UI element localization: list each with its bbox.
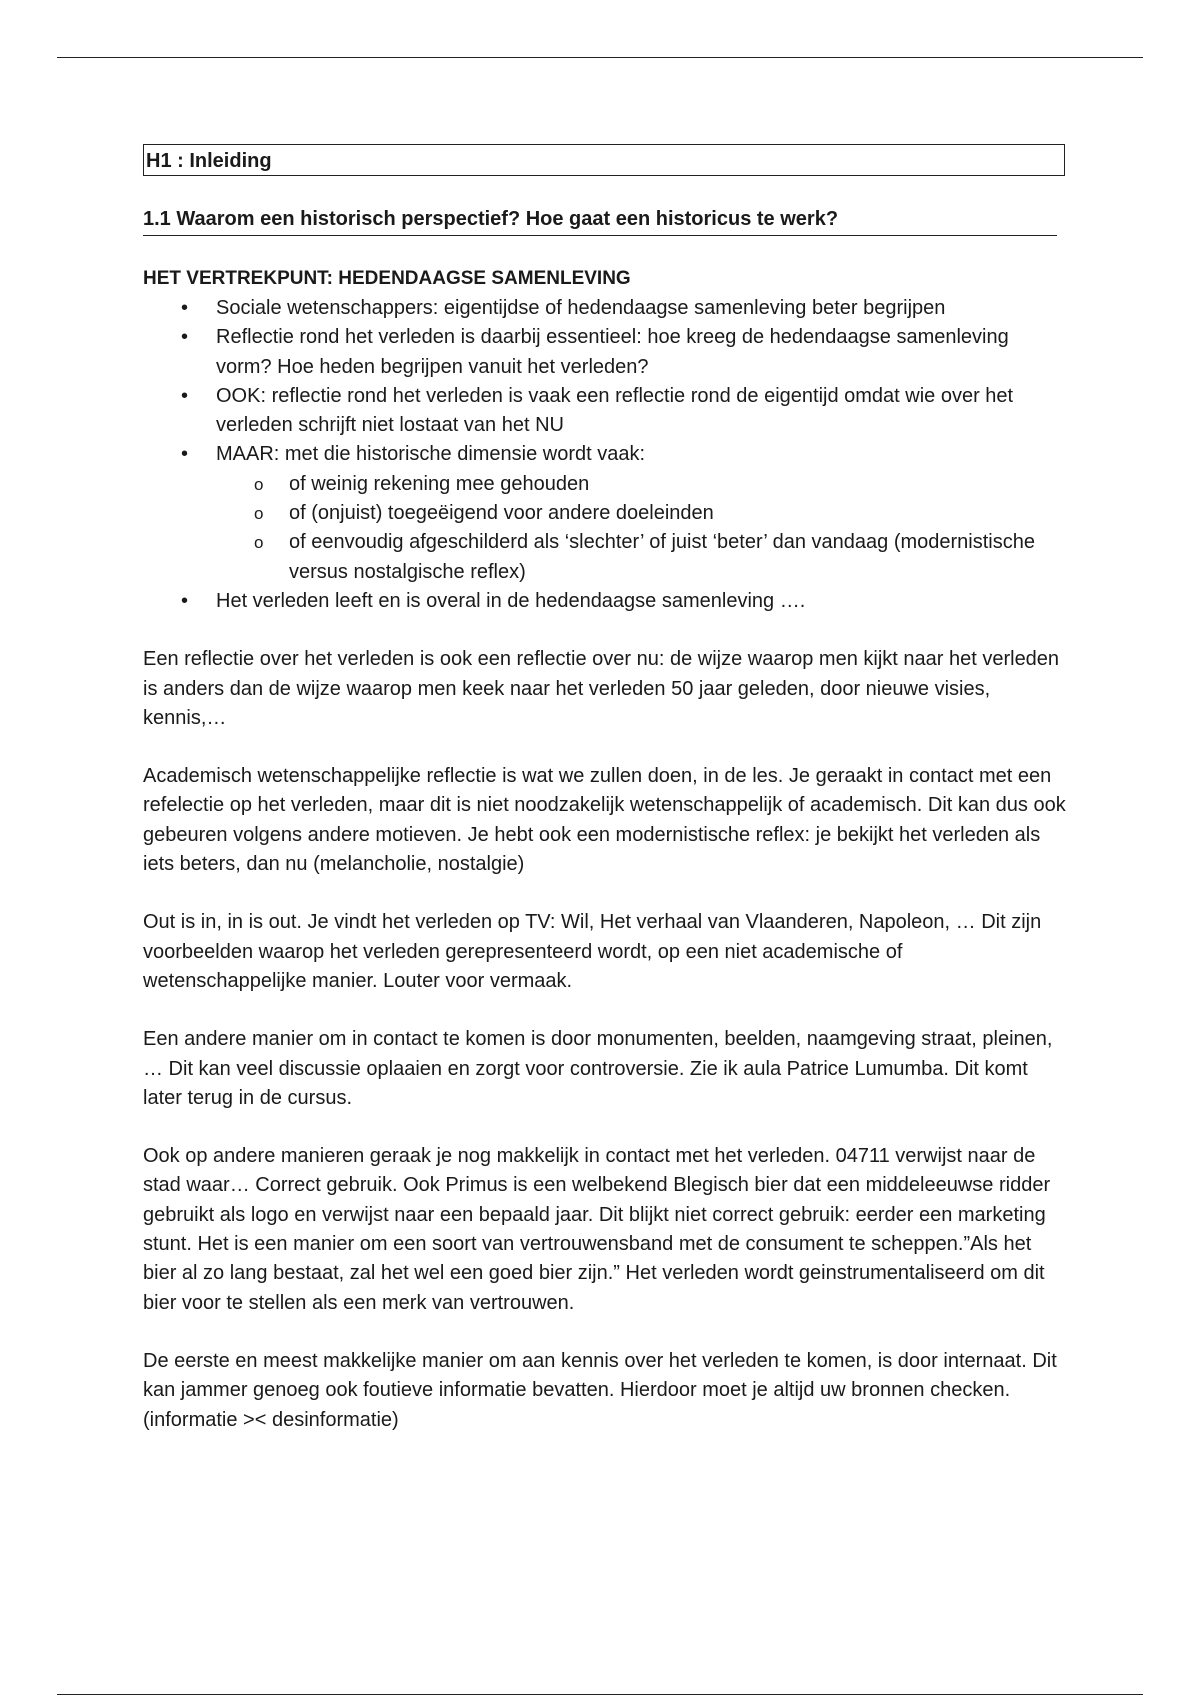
bullet-icon: • (181, 326, 189, 349)
sub-bullet-list (216, 470, 1067, 587)
paragraph: De eerste en meest makkelijke manier om aan kennis over het verleden te komen, is door internaat. Dit kan jammer genoeg ook foutieve informatie bevatten. Hierdoor moet je altijd uw bronnen checken. (informatie >< desinformatie) (143, 1349, 1057, 1431)
list-item (143, 587, 1067, 616)
sub-list-item-text: of eenvoudig afgeschilderd als ‘slechter’ of juist ‘beter’ dan vandaag (modernistische versus nostalgische reflex) (289, 531, 1035, 583)
chapter-title: H1 : Inleiding (146, 150, 272, 172)
paragraph: Out is in, in is out. Je vindt het verleden op TV: Wil, Het verhaal van Vlaanderen, Napoleon, … Dit zijn voorbeelden waarop het verleden gerepresenteerd wordt, op een niet academische of wetenschappelijke manier. Louter voor vermaak. (143, 911, 1042, 992)
list-item-text: OOK: reflectie rond het verleden is vaak een reflectie rond de eigentijd omdat wie over het verleden schrijft niet lostaat van het NU (216, 384, 1014, 437)
sub-list-item-text: of weinig rekening mee gehouden (289, 472, 590, 495)
list-item-text: Het verleden leeft en is overal in de hedendaagse samenleving …. (216, 589, 806, 612)
list-item-text: Reflectie rond het verleden is daarbij essentieel: hoe kreeg de hedendaagse samenleving vorm? Hoe heden begrijpen vanuit het verleden? (216, 326, 1009, 378)
bullet-icon: • (181, 589, 189, 612)
paragraph: Academisch wetenschappelijke reflectie is wat we zullen doen, in de les. Je geraakt in contact met een refelectie op het verleden, maar dit is niet noodzakelijk wetenschappelijk of academisch. Dit kan dus ook gebeuren volgens andere motieven. Je hebt ook een modernistische reflex: je bekijkt het verleden als iets beters, dan nu (melancholie, nostalgie) (143, 765, 1066, 876)
circle-bullet-icon: o (254, 533, 264, 553)
sub-list-item (216, 528, 1067, 587)
subsection-title: HET VERTREKPUNT: HEDENDAAGSE SAMENLEVING (143, 268, 631, 289)
document-body (143, 144, 1067, 1435)
sub-list-item (216, 470, 1067, 499)
section-title: 1.1 Waarom een historisch perspectief? Hoe gaat een historicus te werk? (143, 204, 1057, 236)
bullet-list (143, 294, 1067, 616)
sub-list-item (216, 499, 1067, 528)
paragraph: Ook op andere manieren geraak je nog makkelijk in contact met het verleden. 04711 verwijst naar de stad waar… Correct gebruik. Ook Primus is een welbekend Blegisch bier dat een middeleeuwse ridder gebruikt als logo en verwijst naar een bepaald jaar. Dit blijkt niet correct gebruik: eerder een marketing stunt. Het is een manier om een soort van vertrouwensband met de consument te scheppen.”Als het bier al zo lang bestaat, zal het wel een goed bier zijn.” Het verleden wordt geinstrumentaliseerd om dit bier voor te stellen als een merk van vertrouwen. (143, 1145, 1051, 1314)
bullet-icon: • (181, 443, 189, 466)
list-item-text: MAAR: met die historische dimensie wordt vaak: (216, 443, 646, 466)
footer-rule (57, 1694, 1143, 1695)
list-item (143, 440, 1067, 586)
bullet-icon: • (181, 384, 189, 407)
chapter-title-box (143, 144, 1065, 176)
list-item (143, 323, 1067, 382)
list-item (143, 382, 1067, 441)
list-item-text: Sociale wetenschappers: eigentijdse of hedendaagse samenleving beter begrijpen (216, 297, 946, 319)
sub-list-item-text: of (onjuist) toegeëigend voor andere doeleinden (289, 502, 714, 525)
header-rule (57, 57, 1143, 58)
circle-bullet-icon: o (254, 504, 264, 524)
list-item (143, 294, 1067, 323)
paragraph: Een andere manier om in contact te komen is door monumenten, beelden, naamgeving straat, pleinen, … Dit kan veel discussie oplaaien en zorgt voor controversie. Zie ik aula Patrice Lumumba. Dit komt later terug in de cursus. (143, 1028, 1053, 1109)
circle-bullet-icon: o (254, 474, 264, 494)
paragraph: Een reflectie over het verleden is ook een reflectie over nu: de wijze waarop men kijkt naar het verleden is anders dan de wijze waarop men keek naar het verleden 50 jaar geleden, door nieuwe visies, kennis,… (143, 648, 1060, 729)
bullet-icon: • (181, 297, 189, 319)
